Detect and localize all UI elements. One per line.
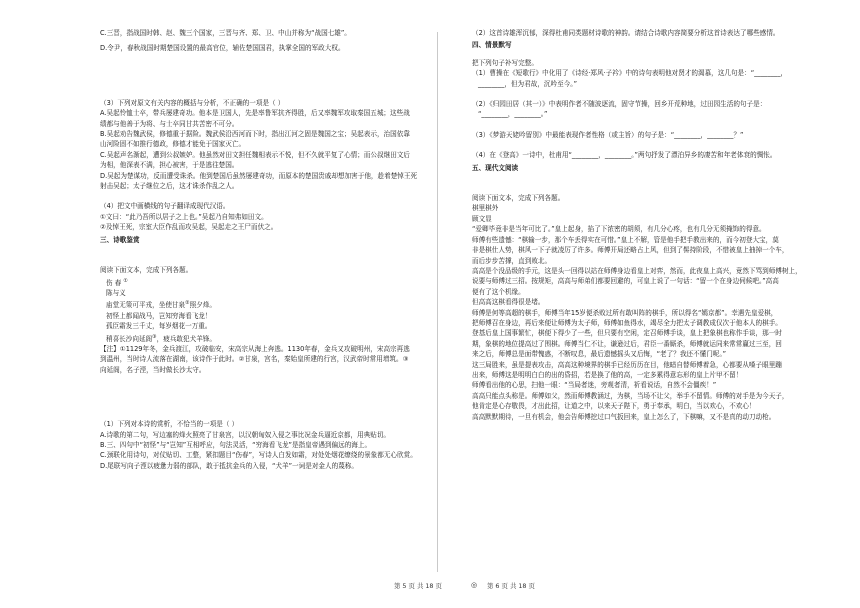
footnote-marker: ② (185, 300, 190, 307)
story-paragraph: 但高高这棋看得很是堵。 (472, 298, 545, 307)
q3-option-b-cont: 山河险固不如推行德政，修德才能免于国家灭亡。 (100, 140, 246, 149)
q3-option-a: A.吴起怜恤士卒，带兵屡建奇功。他本是卫国人，先是率鲁军抗齐得胜，后又率魏军攻取秦国五城；这些战 (100, 109, 410, 118)
fill-item-2: （2）《归园田居（其一）》中表明作者不随波逐流，固守节操，回乡开荒种地，过田园生活的句子是： (472, 100, 767, 109)
poem-notes-cont: 到温州，当时诗人流落在湖南，该诗作于此时。②甘泉，宫名，秦始皇所建的行宫，汉武帝时常用增筑。③ (100, 355, 409, 364)
q3-option-c: C.吴起声名渐起，遭到公叔嫉妒。他虽然对田文担任魏相表示不悦，但不久就平复了心情；而公叔继田文后 (100, 150, 411, 159)
story-paragraph: 登基后皇上国事繁忙，棋便下得少了一些，但只要有空闲，定召师傅手谈，皇上把象棋也称作手谈，那一时 (472, 329, 782, 338)
story-paragraph: 高高是个没品级的手元，这是头一回得以站在师傅身边看皇上对弈，然而，此夜皇上高兴，竟然下骂到师傅树上， (472, 266, 802, 275)
section-heading-dictation: 四、情景默写 (472, 41, 512, 50)
page-number-right: 第 6 页 共 18 页 (487, 582, 535, 590)
fill-item-1-cont: ________，但为君故，沉吟至今。” (478, 79, 578, 88)
poem-line-3: 孤臣霜发三千丈，每岁烟花一万重。 (106, 322, 212, 331)
poem-notes: 【注】①1129年冬，金兵渡江，攻破临安，宋高宗从海上奔逃。1130年春，金兵又攻破明州，宋高宗再逃 (100, 344, 410, 353)
poem-q1-option-c: C.颈联化用诗句，对仗贴切、工整，紧扣题目“伤春”，写诗人白发如霜，对处处烟花缭绕的景象都无心欣赏。 (100, 451, 417, 460)
story-paragraph-cont: 来之后，师傅总是面带愧惑，不断叹息，最后遗憾摇头又后悔，“老了？我还不懂门呢。” (472, 350, 727, 359)
binding-hole-icon: ◎ (471, 581, 478, 589)
fill-item-2-cont: “________，________。” (478, 110, 548, 119)
option-d-line: D.令尹，春秋战国时期楚国设置的最高官位，辅佐楚国国君，执掌全国的军政大权。 (100, 44, 345, 53)
story-paragraph: 高高默默期待，一旦有机会，他会告师傅挖过口气扳回来，皇上怎么了，下棋嘛，又不是真的动刀动枪。 (472, 412, 776, 421)
story-paragraph: “爱卿毕竟非是当年可比了。”皇上起身，掐了下浓密的胡须，有几分心疼，也有几分无须掩饰的得意。 (472, 225, 766, 234)
section-heading-modern-reading: 五、现代文阅读 (472, 163, 519, 172)
q3-option-d: D.吴起为楚谋功，反而遭受诛杀。他到楚国后虽然屡建奇功，而原本的楚国贵戚却想加害于他，趁着楚悼王死 (100, 171, 418, 180)
option-c-line: C.三晋，指战国时韩、赵、魏三个国家，三晋与齐、郑、卫、中山并称为“战国七雄”。 (100, 29, 351, 37)
poem-notes-cont: 向延阁，名子湮，当时做长沙太守。 (100, 365, 206, 374)
fill-item-1: （1）曹操在《短歌行》中化用了《诗经·郑风·子衿》中的诗句表明他对贤才的渴慕，这几句是：“________， (472, 69, 788, 78)
poem-line-1 (100, 298, 420, 310)
story-author: 顾文显 (472, 214, 492, 223)
reading-intro: 阅读下面文本，完成下列各题。 (472, 194, 565, 203)
page-footer (0, 581, 860, 593)
story-paragraph-cont: 把师傅召在身边，再后来便让师傅为太子师，师傅如鱼得水，竭尽全力把太子调教成仅次于他本人的棋手。 (472, 318, 782, 327)
poem-line-1-tail: 照夕烽。 (189, 301, 216, 310)
fill-item-4: （4）在《登高》一诗中，杜甫用“________，________。”两句抒发了漂泊异乡的凄苦和年老体衰的惆怅。 (472, 151, 777, 160)
q3-stem: （3）下列对原文有关内容的概括与分析，不正确的一项是（ ） (100, 98, 285, 107)
poem-line-4-tail: ，疲兵敢犯犬羊锋。 (156, 334, 216, 343)
story-title: 棋里棋外 (472, 204, 499, 213)
page-number-left: 第 5 页 共 18 页 (394, 582, 442, 590)
section-heading-poetry: 三、诗歌鉴赏 (100, 235, 140, 244)
story-paragraph-cont: 期，象棋的地位提高过了围棋。师傅当仁不让，谦逊过后，君臣一番厮杀，师傅就运同来常常赢过三至，回 (472, 339, 782, 348)
poem-line-4 (100, 332, 420, 344)
story-paragraph: 师傅是何等高超的棋手，师傅当年15岁便杀败过所有敢叫阵的棋手，所以得名“嫣京都”。幸遇先皇爱棋， (472, 308, 778, 317)
fill-intro: 把下列句子补写完整。 (472, 58, 538, 67)
poem-q1-option-b: B.三、四句中“初怪”与“岂知”互相呼应，句法灵活，“穷海看飞龙”是指皇帝遇到偏远的海上。 (100, 440, 372, 449)
story-paragraph-cont: 而后步步苦撑，直到败北。 (472, 256, 552, 265)
q4-item-1: ①文曰：“此乃吾所以居子之上也。”吴起乃自知弗如田文。 (100, 212, 268, 221)
footnote-marker: ① (123, 277, 128, 284)
q3-option-c-cont: 为相，他深表不满，担心被害，于是逃往楚国。 (100, 161, 239, 170)
poem-intro: 阅读下面文本，完成下列各题。 (100, 266, 193, 275)
story-paragraph: 师傅看出他的心思，扫他一眼：“当局者迷，旁观者清，祈看说话，自然不会僵疾！” (472, 381, 717, 390)
poem-q2: （2）这首诗雄浑沉郁，深得杜甫同类题材诗歌的神韵。请结合诗歌内容简要分析这首诗表达了哪些感情。 (472, 29, 780, 37)
story-paragraph-cont: 说要与师傅过三招。按规矩，高高与师弟们都要回避的，可皇上说了一句话：“留一个在身边伺候吧。”高高 (472, 277, 779, 286)
poem-line-2: 初怪上都闻战马，岂知穷海看飞龙！ (106, 311, 212, 320)
story-paragraph: 师傅有些遗憾：“棋输一步，那个车丢得实在可惜。”皇上不解，管是他手把手教出来的，而今初登大宝，莫 (472, 235, 779, 244)
poem-q1-stem: （1）下列对本诗的赏析，不恰当的一项是（ ） (100, 420, 239, 429)
q3-option-b: B.吴起劝告魏武侯，修德重于据险。魏武侯沿西河而下时，指出江河之固是魏国之宝；吴起表示，治国依靠 (100, 130, 410, 139)
story-paragraph-cont: 他肯定是心存敬畏，才出此招，让道之中，以来天子陛下，勇于奉承，明白，当以欢心，不欢心！ (472, 402, 756, 411)
story-paragraph: 这三局胜来，虽是提表攻击，高高这种境界的棋手已经历历在目，他暗自替师傅着急，心都要从嗓子眼里蹦 (472, 360, 782, 369)
q4-item-2: ②及悼王死，宗室大臣作乱而攻吴起，吴起走之王尸而伏之。 (100, 223, 278, 232)
poem-title-text: 伤 春 (106, 278, 122, 287)
story-paragraph-cont: 非是棋仕人势，棋风一下子就凌厉了许多。师傅开局还略占上风，但到了髻持阶段，不惜被皇上抽掉一个车， (472, 246, 789, 255)
story-paragraph-cont: 出来，师傅这是明明白白的出的昏招，若是换了他的高，一定多累得意忘形的皇上片甲不留！ (472, 370, 743, 379)
q4-stem: （4）把文中画横线的句子翻译成现代汉语。 (100, 202, 230, 211)
q3-option-a-cont: 绩都与他善于为将、与士卒同甘共苦密不可分。 (100, 119, 239, 128)
story-paragraph-cont: 便有了这个机缘。 (472, 287, 525, 296)
poem-q1-option-d: D.尾联写向子湮以疲惫力弱的部队，敢于抵抗金兵的入侵，“犬羊”一词是对金人的蔑称。 (100, 461, 358, 470)
poem-author: 陈与义 (106, 288, 126, 297)
story-paragraph: 高高只能点头称是。师傅如父，然而师傅教涵过，为棋，当场不让父，举手不留情。师傅的对手是为今天子， (472, 391, 789, 400)
poem-q1-option-a: A.诗歌的第二句，写边塞的烽火照亮了甘泉宫，以汉朝匈奴入侵之事比况金兵逼近京都，用典贴切。 (100, 430, 391, 439)
poem-line-4-text: 稍喜长沙向延阁 (106, 334, 153, 343)
fill-item-3: （3）《梦游天姥吟留别》中最能表现作者性格（或主旨）的句子是：“________，________？” (472, 130, 744, 139)
q3-option-d-cont: 射击吴起；太子继位之后，这才诛杀作乱之人。 (100, 182, 239, 191)
poem-title (100, 276, 420, 288)
footnote-marker: ③ (152, 333, 157, 340)
poem-line-1-text: 庙堂无策可平戎，坐使甘泉 (106, 301, 186, 310)
right-page (430, 0, 860, 608)
